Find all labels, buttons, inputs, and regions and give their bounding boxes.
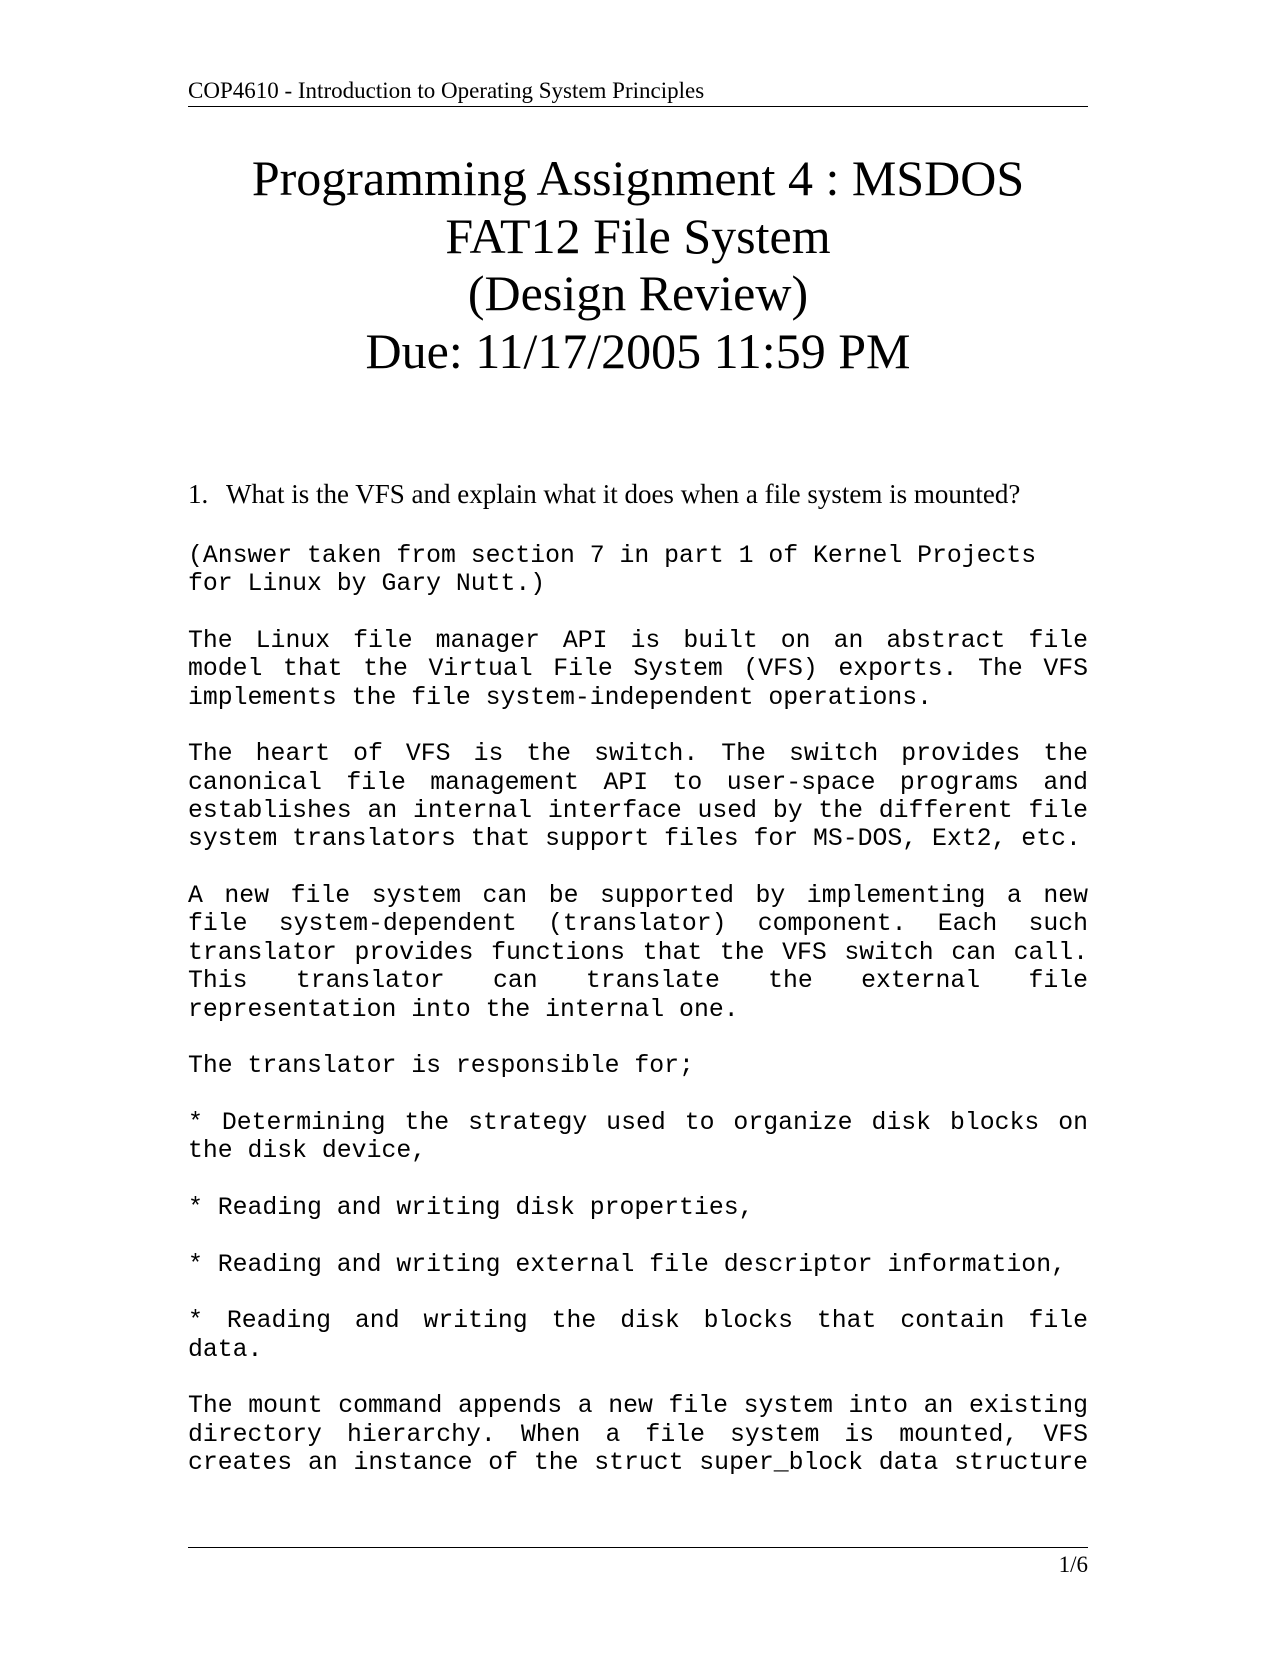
answer-line: translator provides functions that the VFS switch can call. — [188, 938, 1088, 967]
answer-line: implements the file system-independent operations. — [188, 683, 933, 712]
answer-line: * Reading and writing disk properties, — [188, 1193, 754, 1222]
answer-line: The translator is responsible for; — [188, 1052, 694, 1081]
question-1 — [188, 477, 1088, 511]
answer-line: * Reading and writing the disk blocks that contain file — [188, 1307, 1088, 1336]
answer-line: system translators that support files for MS-DOS, Ext2, etc. — [188, 825, 1081, 854]
answer-paragraph — [188, 1109, 1088, 1166]
answer-paragraph — [188, 740, 1088, 853]
answer-paragraph — [188, 1392, 1088, 1477]
document-title — [188, 150, 1088, 380]
answer-line: representation into the internal one. — [188, 995, 739, 1024]
answer-line: canonical file management API to user-space programs and — [188, 768, 1088, 797]
answer-line: data. — [188, 1335, 263, 1364]
question-text: What is the VFS and explain what it does when a file system is mounted? — [226, 479, 1021, 509]
answer-line: model that the Virtual File System (VFS) exports. The VFS — [188, 655, 1088, 684]
answer-paragraph — [188, 1052, 1088, 1080]
title-line-4: Due: 11/17/2005 11:59 PM — [365, 322, 911, 379]
answer-line: * Determining the strategy used to organize disk blocks on — [188, 1108, 1088, 1137]
answer-body — [188, 542, 1088, 1506]
answer-line: * Reading and writing external file descriptor information, — [188, 1250, 1066, 1279]
answer-line: the disk device, — [188, 1137, 427, 1166]
title-line-3: (Design Review) — [467, 265, 809, 321]
question-number: 1. — [188, 479, 209, 509]
answer-line: The heart of VFS is the switch. The switch provides the — [188, 740, 1088, 769]
answer-paragraph — [188, 542, 1088, 599]
answer-paragraph — [188, 627, 1088, 712]
answer-line: This translator can translate the external file — [188, 967, 1088, 996]
answer-line: creates an instance of the struct super_block data structure — [188, 1449, 1088, 1477]
footer-rule — [188, 1547, 1088, 1548]
title-line-1: Programming Assignment 4 : MSDOS — [251, 150, 1025, 206]
answer-paragraph — [188, 882, 1088, 1024]
answer-paragraph — [188, 1194, 1088, 1222]
answer-line: for Linux by Gary Nutt.) — [188, 570, 546, 599]
answer-line: establishes an internal interface used by the different file — [188, 797, 1088, 826]
answer-line: directory hierarchy. When a file system is mounted, VFS — [188, 1420, 1088, 1449]
header-rule — [188, 106, 1088, 107]
answer-line: The mount command appends a new file system into an existing — [188, 1392, 1088, 1421]
answer-line: The Linux file manager API is built on an abstract file — [188, 627, 1088, 656]
answer-paragraph — [188, 1307, 1088, 1364]
title-line-2: FAT12 File System — [445, 207, 831, 264]
answer-line: file system-dependent (translator) component. Each such — [188, 910, 1088, 939]
answer-paragraph — [188, 1251, 1088, 1279]
answer-line: (Answer taken from section 7 in part 1 of Kernel Projects — [188, 542, 1037, 570]
running-header: COP4610 - Introduction to Operating System Principles — [188, 78, 705, 103]
page-number: 1/6 — [1058, 1552, 1088, 1577]
answer-line: A new file system can be supported by implementing a new — [188, 882, 1088, 911]
